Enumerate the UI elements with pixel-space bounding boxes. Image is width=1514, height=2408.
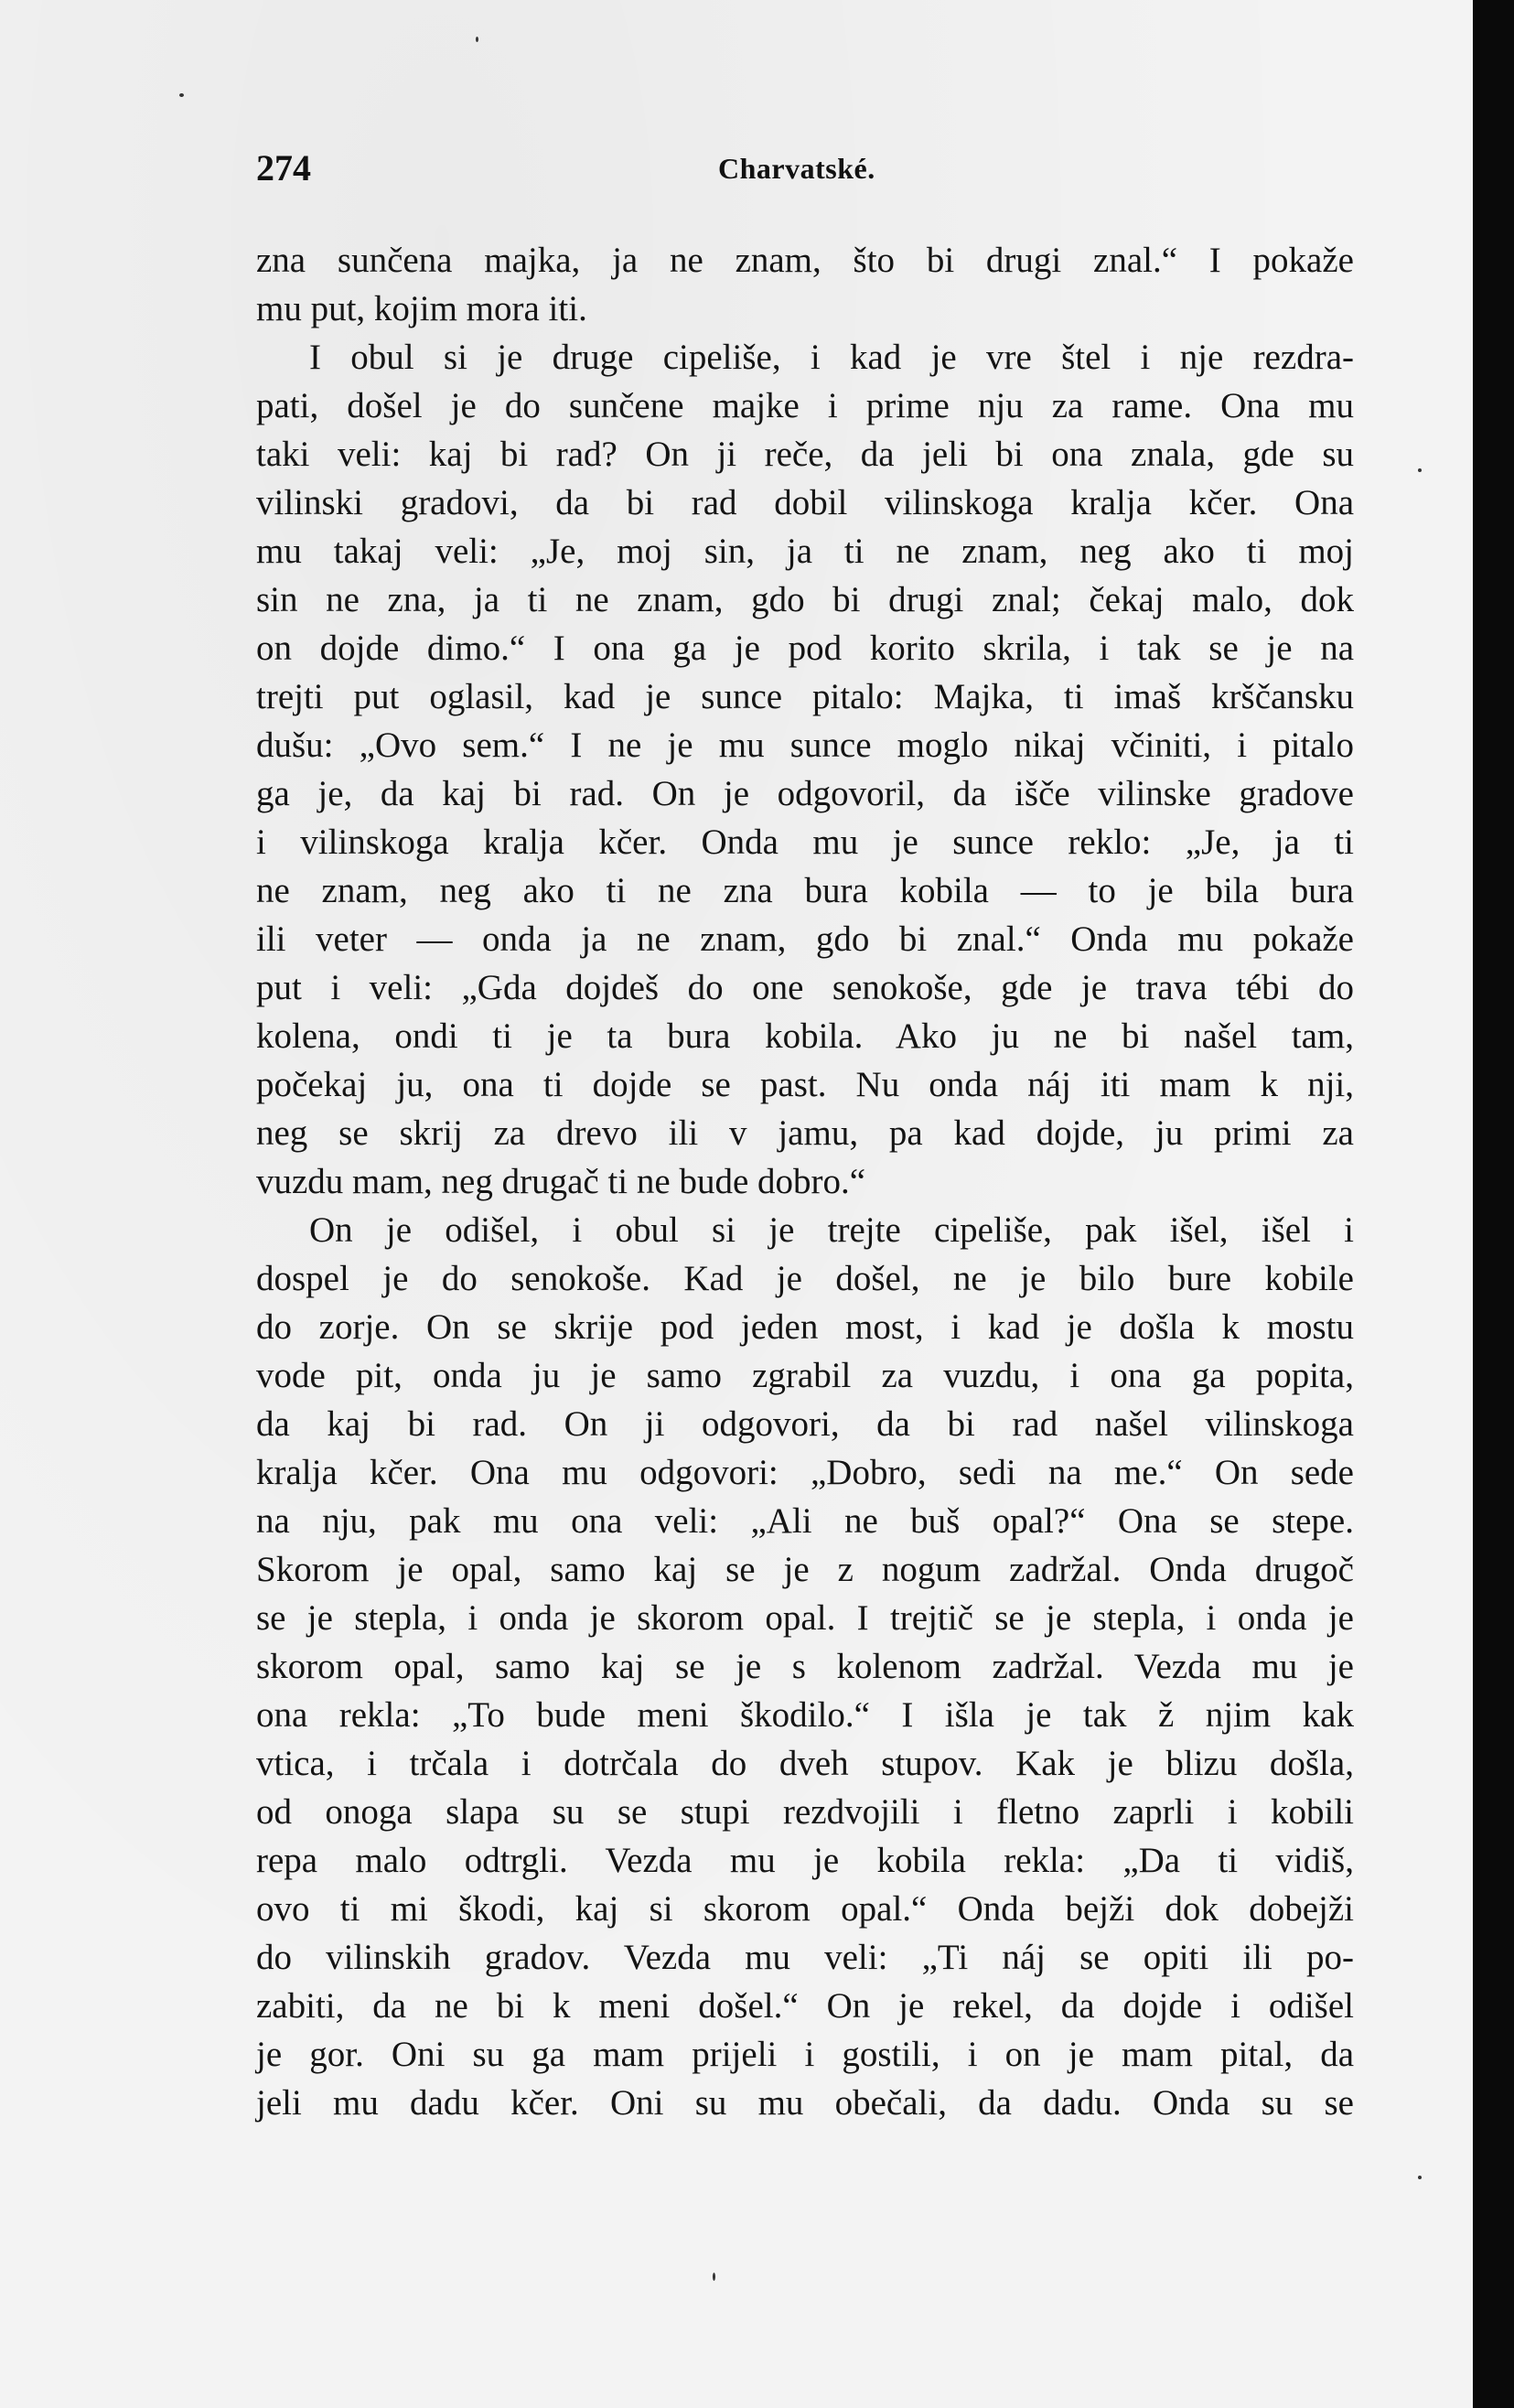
text-line: je gor. Oni su ga mam prijeli i gostili, i on je mam pital, da <box>256 2035 1354 2074</box>
text-line: vtica, i trčala i dotrčala do dveh stupov. Kak je blizu došla, <box>256 1744 1354 1783</box>
text-line: i vilinskoga kralja kčer. Onda mu je sunce reklo: „Je, ja ti <box>256 822 1354 862</box>
body-text <box>256 236 1354 2127</box>
text-line: trejti put oglasil, kad je sunce pitalo: Majka, ti imaš krščansku <box>256 677 1354 716</box>
scan-border <box>1473 0 1514 2408</box>
scan-speck <box>713 2273 715 2281</box>
text-line: repa malo odtrgli. Vezda mu je kobila rekla: „Da ti vidiš, <box>256 1841 1354 1880</box>
text-line: on dojde dimo.“ I ona ga je pod korito skrila, i tak se je na <box>256 629 1354 668</box>
text-line: vuzdu mam, neg drugač ti ne bude dobro.“ <box>256 1162 866 1201</box>
text-line: zna sunčena majka, ja ne znam, što bi drugi znal.“ I pokaže <box>256 241 1354 280</box>
text-line: taki veli: kaj bi rad? On ji reče, da jeli bi ona znala, gde su <box>256 435 1354 474</box>
text-line: ona rekla: „To bude meni škodilo.“ I išla je tak ž njim kak <box>256 1695 1354 1735</box>
text-line: sin ne zna, ja ti ne znam, gdo bi drugi znal; čekaj malo, dok <box>256 580 1354 619</box>
text-line: skorom opal, samo kaj se je s kolenom zadržal. Vezda mu je <box>256 1647 1354 1686</box>
text-line: vilinski gradovi, da bi rad dobil vilinskoga kralja kčer. Ona <box>256 483 1354 522</box>
text-line: ovo ti mi škodi, kaj si skorom opal.“ Onda bejži dok dobejži <box>256 1889 1354 1929</box>
text-line: od onoga slapa su se stupi rezdvojili i fletno zaprli i kobili <box>256 1792 1354 1832</box>
text-line: dospel je do senokoše. Kad je došel, ne je bilo bure kobile <box>256 1259 1354 1298</box>
text-line: ili veter — onda ja ne znam, gdo bi znal.“ Onda mu pokaže <box>256 919 1354 959</box>
page-number: 274 <box>256 147 311 188</box>
text-line: I obul si je druge cipeliše, i kad je vre štel i nje rezdra- <box>309 338 1354 377</box>
text-line: pati, došel je do sunčene majke i prime nju za rame. Ona mu <box>256 386 1354 425</box>
scan-speck <box>179 93 184 97</box>
text-line: mu takaj veli: „Je, moj sin, ja ti ne znam, neg ako ti moj <box>256 532 1354 571</box>
text-line: vode pit, onda ju je samo zgrabil za vuzdu, i ona ga popita, <box>256 1356 1354 1395</box>
scan-speck <box>1418 468 1422 472</box>
text-line: put i veli: „Gda dojdeš do one senokoše, gde je trava tébi do <box>256 968 1354 1007</box>
text-line: na nju, pak mu ona veli: „Ali ne buš opal?“ Ona se stepe. <box>256 1501 1354 1541</box>
text-line: kolena, ondi ti je ta bura kobila. Ako ju ne bi našel tam, <box>256 1016 1354 1056</box>
text-line: Skorom je opal, samo kaj se je z nogum zadržal. Onda drugoč <box>256 1550 1354 1589</box>
text-line: mu put, kojim mora iti. <box>256 289 587 328</box>
text-line: da kaj bi rad. On ji odgovori, da bi rad našel vilinskoga <box>256 1404 1354 1444</box>
text-line: jeli mu dadu kčer. Oni su mu obečali, da dadu. Onda su se <box>256 2083 1354 2123</box>
text-line: do vilinskih gradov. Vezda mu veli: „Ti náj se opiti ili po- <box>256 1938 1354 1977</box>
text-line: se je stepla, i onda je skorom opal. I trejtič se je stepla, i onda je <box>256 1598 1354 1638</box>
scan-speck <box>1418 2176 1422 2179</box>
running-title: Charvatské. <box>718 152 875 185</box>
text-line: zabiti, da ne bi k meni došel.“ On je rekel, da dojde i odišel <box>256 1986 1354 2026</box>
text-line: kralja kčer. Ona mu odgovori: „Dobro, sedi na me.“ On sede <box>256 1453 1354 1492</box>
text-line: dušu: „Ovo sem.“ I ne je mu sunce moglo nikaj včiniti, i pitalo <box>256 726 1354 765</box>
scan-speck <box>476 37 478 42</box>
text-line: počekaj ju, ona ti dojde se past. Nu onda náj iti mam k nji, <box>256 1065 1354 1104</box>
text-line: do zorje. On se skrije pod jeden most, i kad je došla k mostu <box>256 1307 1354 1347</box>
page-header <box>256 146 1363 201</box>
text-line: ne znam, neg ako ti ne zna bura kobila — to je bila bura <box>256 871 1354 910</box>
text-line: On je odišel, i obul si je trejte cipeliše, pak išel, išel i <box>309 1210 1354 1250</box>
text-line: neg se skrij za drevo ili v jamu, pa kad dojde, ju primi za <box>256 1113 1354 1153</box>
text-line: ga je, da kaj bi rad. On je odgovoril, da išče vilinske gradove <box>256 774 1354 813</box>
